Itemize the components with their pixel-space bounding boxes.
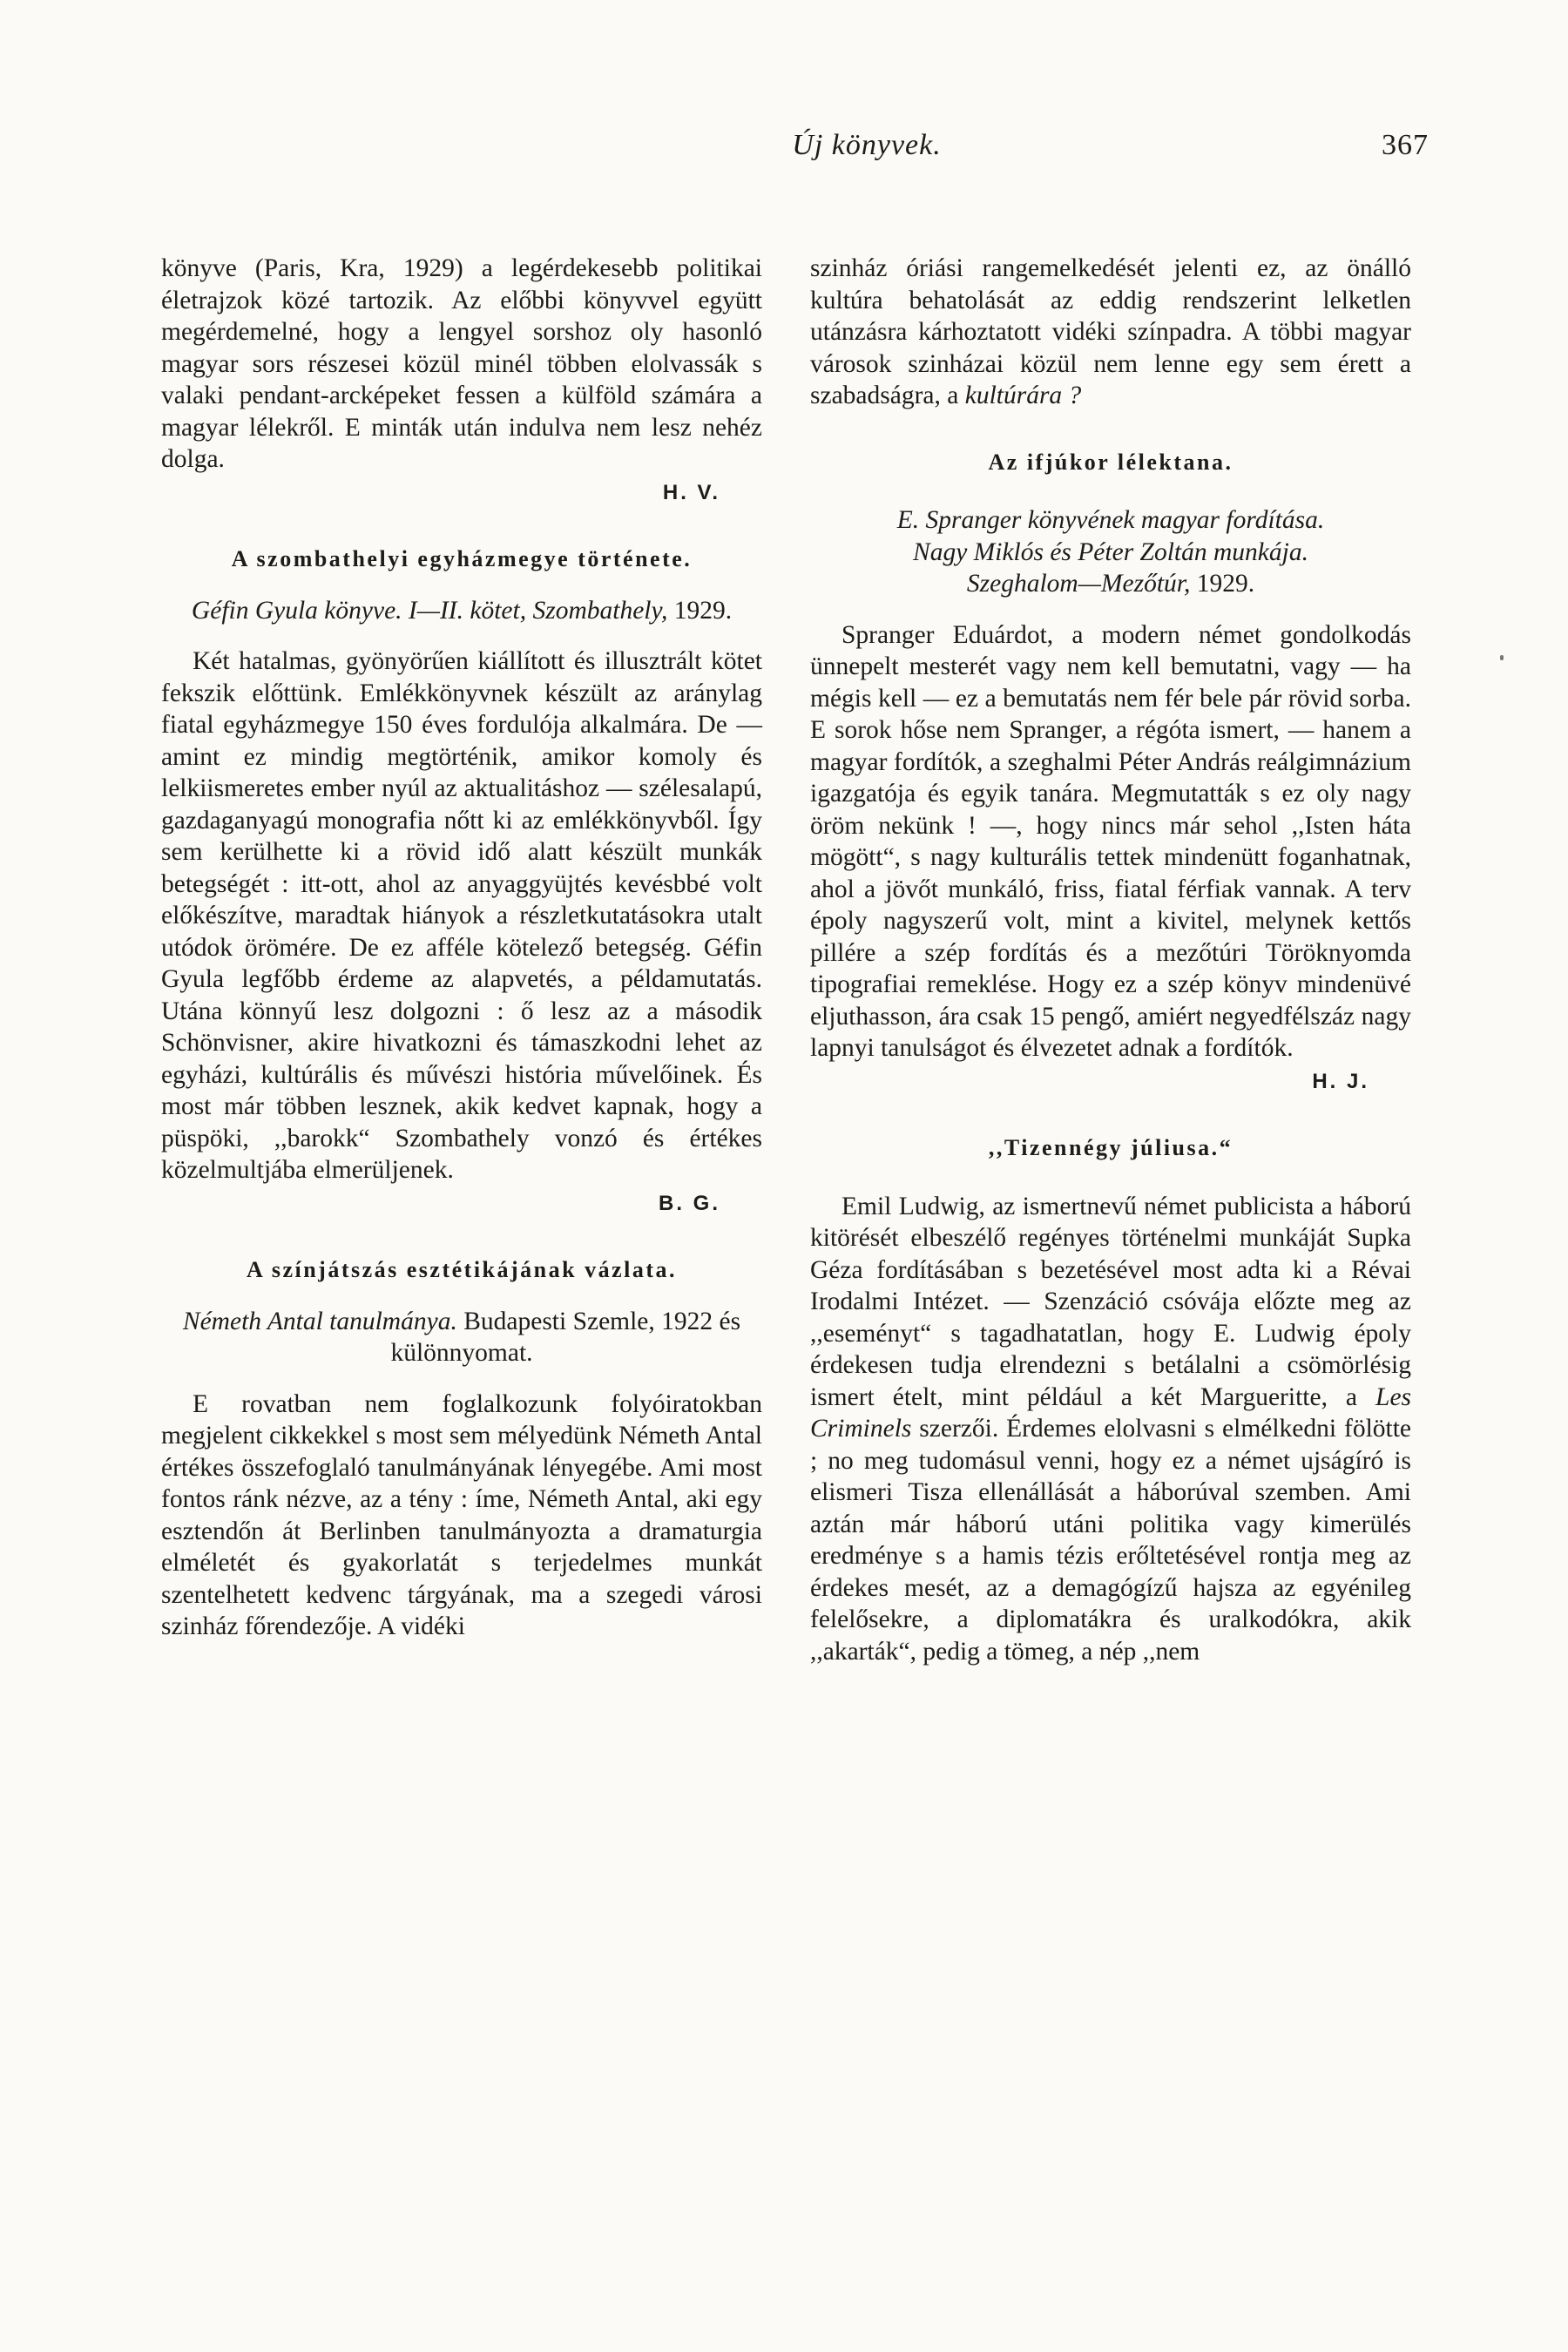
review-heading: Az ifjúkor lélektana. [988,449,1233,475]
bibliography [161,595,762,627]
paragraph-continued [810,253,1411,412]
paragraph-text: Emil Ludwig, az ismertnevű német publicista a háború kitörését elbeszélő regényes történelmi munkáját Supka Géza fordításában s bezetésével most adta ki a Révai Irodalmi Intézet. — Szenzáció csóvája előzte meg az ,,eseményt“ s tagadhatatlan, hogy E. Ludwig époly érdekesen tudja elrendezni s betálalni a csömörlésig ismert ételt, mint például a két Margueritte, a [810,1192,1411,1411]
bibliography [810,568,1411,600]
bibliography-title: Németh Antal tanulmánya. [182,1307,457,1335]
paragraph-text: szinház óriási rangemelkedését jelenti ez, az önálló kultúra behatolását az eddig rendszerint lelketlen utánzásra kárhoztatott vidéki színpadra. A többi magyar városok szinházai közül nem lenne egy sem érett a szabadságra, a [810,254,1411,409]
bibliography-place: Szeghalom—Mezőtúr, [966,570,1191,598]
review-heading: A színjátszás esztétikájának vázlata. [246,1257,677,1282]
review-paragraph: Két hatalmas, gyönyörűen kiállított és illusztrált kötet fekszik előttünk. Emlékkönyvnek készült az aránylag fiatal egyházmegye 150 éves fordulója alkalmára. De — amint ez mindig megtörténik, amikor komoly és lelkiismeretes ember nyúl az aktualitáshoz — szélesalapú, gazdaganyagú monografia nőtt ki az emlékkönyvből. Így sem kerülhette ki a rövid idő alatt készült munkák betegségét : itt-ott, ahol az anyaggyüjtés kevésbbé volt előkészítve, maradtak hiányok a részletkutatásokra utalt utódok örömére. De ez afféle kötelező betegség. Géfin Gyula legfőbb érdeme az alapvetés, a példamutatás. Utána könnyű lesz dolgozni : ő lesz az a második Schönvisner, akire hivatkozni és támaszkodni lehet az egyházi, kultúrális és művészi história művelőinek. És most már többen lesznek, akik kedvet kapnak, hogy a püspöki, ,,barokk“ Szombathely vonzó és értékes közelmultjába elmerüljenek. [161,647,762,1184]
review-paragraph: Spranger Eduárdot, a modern német gondolkodás ünnepelt mesterét vagy nem kell bemutatni, vagy — ha mégis kell — ez a bemutatás nem fér bele pár rövid sorba. E sorok hőse nem Spranger, a régóta ismert, — hanem a magyar fordítók, a szeghalmi Péter András reálgimnázium igazgatója és egyik tanára. Megmutatták s ez oly nagy öröm nekünk ! —, hogy nincs már sehol ,,Isten háta mögött“, s nagy kulturális tettek mindenütt foganhatnak, ahol a jövőt munkáló, friss, fiatal férfiak vannak. A terv époly nagyszerű volt, mint a kivitel, melynek kettős pillére a szép fordítás és a mezőtúri Töröknyomda tipografiai remeklése. Hogy ez a szép könyv mindenüvé eljuthasson, ára csak 15 pengő, amiért negyedfélszáz nagy lapnyi tanulságot és élvezetet adnak a fordítók. [810,620,1411,1062]
review-paragraph [810,1191,1411,1668]
signature: B. G. [658,1191,720,1215]
review-heading: A szombathelyi egyházmegye története. [231,546,693,571]
bibliography-line: Nagy Miklós és Péter Zoltán munkája. [913,537,1308,566]
book-title-italic: Les Criminels [810,1382,1412,1443]
bibliography-year: 1929. [673,596,733,625]
bibliography-source: Budapesti Szemle, 1922 és különnyomat. [390,1307,741,1367]
review-heading: ,,Tizennégy júliusa.“ [988,1135,1233,1160]
bibliography-line: E. Spranger könyvének magyar fordítása. [896,506,1325,534]
print-speck [1500,655,1504,660]
review-paragraph: E rovatban nem foglalkozunk folyóiratokban megjelent cikkekkel s most sem mélyedünk Németh Antal értékes összefoglaló tanulmányának lényegébe. Ami most fontos ránk nézve, az a tény : íme, Németh Antal, aki egy esztendőn át Berlinben tanulmányozta a dramaturgia elméletét és gyakorlatát s terjedelmes munkát szentelhetett kedvenc tárgyának, ma a szegedi városi szinház főrendezője. A vidéki [161,1389,762,1640]
signature: H. V. [662,480,720,504]
left-column [161,253,762,1643]
running-title: Új könyvek. [792,129,942,161]
page-number: 367 [1382,129,1429,161]
emphasis-text: kultúrára ? [964,382,1082,409]
bibliography-year: 1929. [1196,570,1255,598]
bibliography [161,1306,762,1369]
paragraph-text: szerzői. Érdemes elolvasni s elmélkedni fölötte ; no meg tudomásul venni, hogy ez a német ujságíró is elismeri Tisza ellenállását a háborúval szemben. Ami aztán már háború utáni politika vagy kimerülés eredménye s a hamis tézis erőltetésével rontja meg az érdekes mesét, az a demagógízű hajsza az egyénileg felelősekre, a diplomatákra és uralkodókra, akik ,,akarták“, pedig a tömeg, a nép ,,nem [810,1415,1412,1666]
paragraph-continued: könyve (Paris, Kra, 1929) a legérdekesebb politikai életrajzok közé tartozik. Az előbbi könyvvel együtt megérdemelné, hogy a lengyel sorshoz oly hasonló magyar sors részesei közül minél többen elolvassák s valaki pendant-arcképeket fessen a külföld számára a magyar lélekről. E minták után indulva nem lesz nehéz dolga. [161,254,762,473]
page-header [131,129,1429,172]
bibliography-title: Géfin Gyula könyve. I—II. kötet, Szombathely, [191,596,668,625]
signature: H. J. [1312,1069,1369,1093]
right-column [810,253,1411,1667]
